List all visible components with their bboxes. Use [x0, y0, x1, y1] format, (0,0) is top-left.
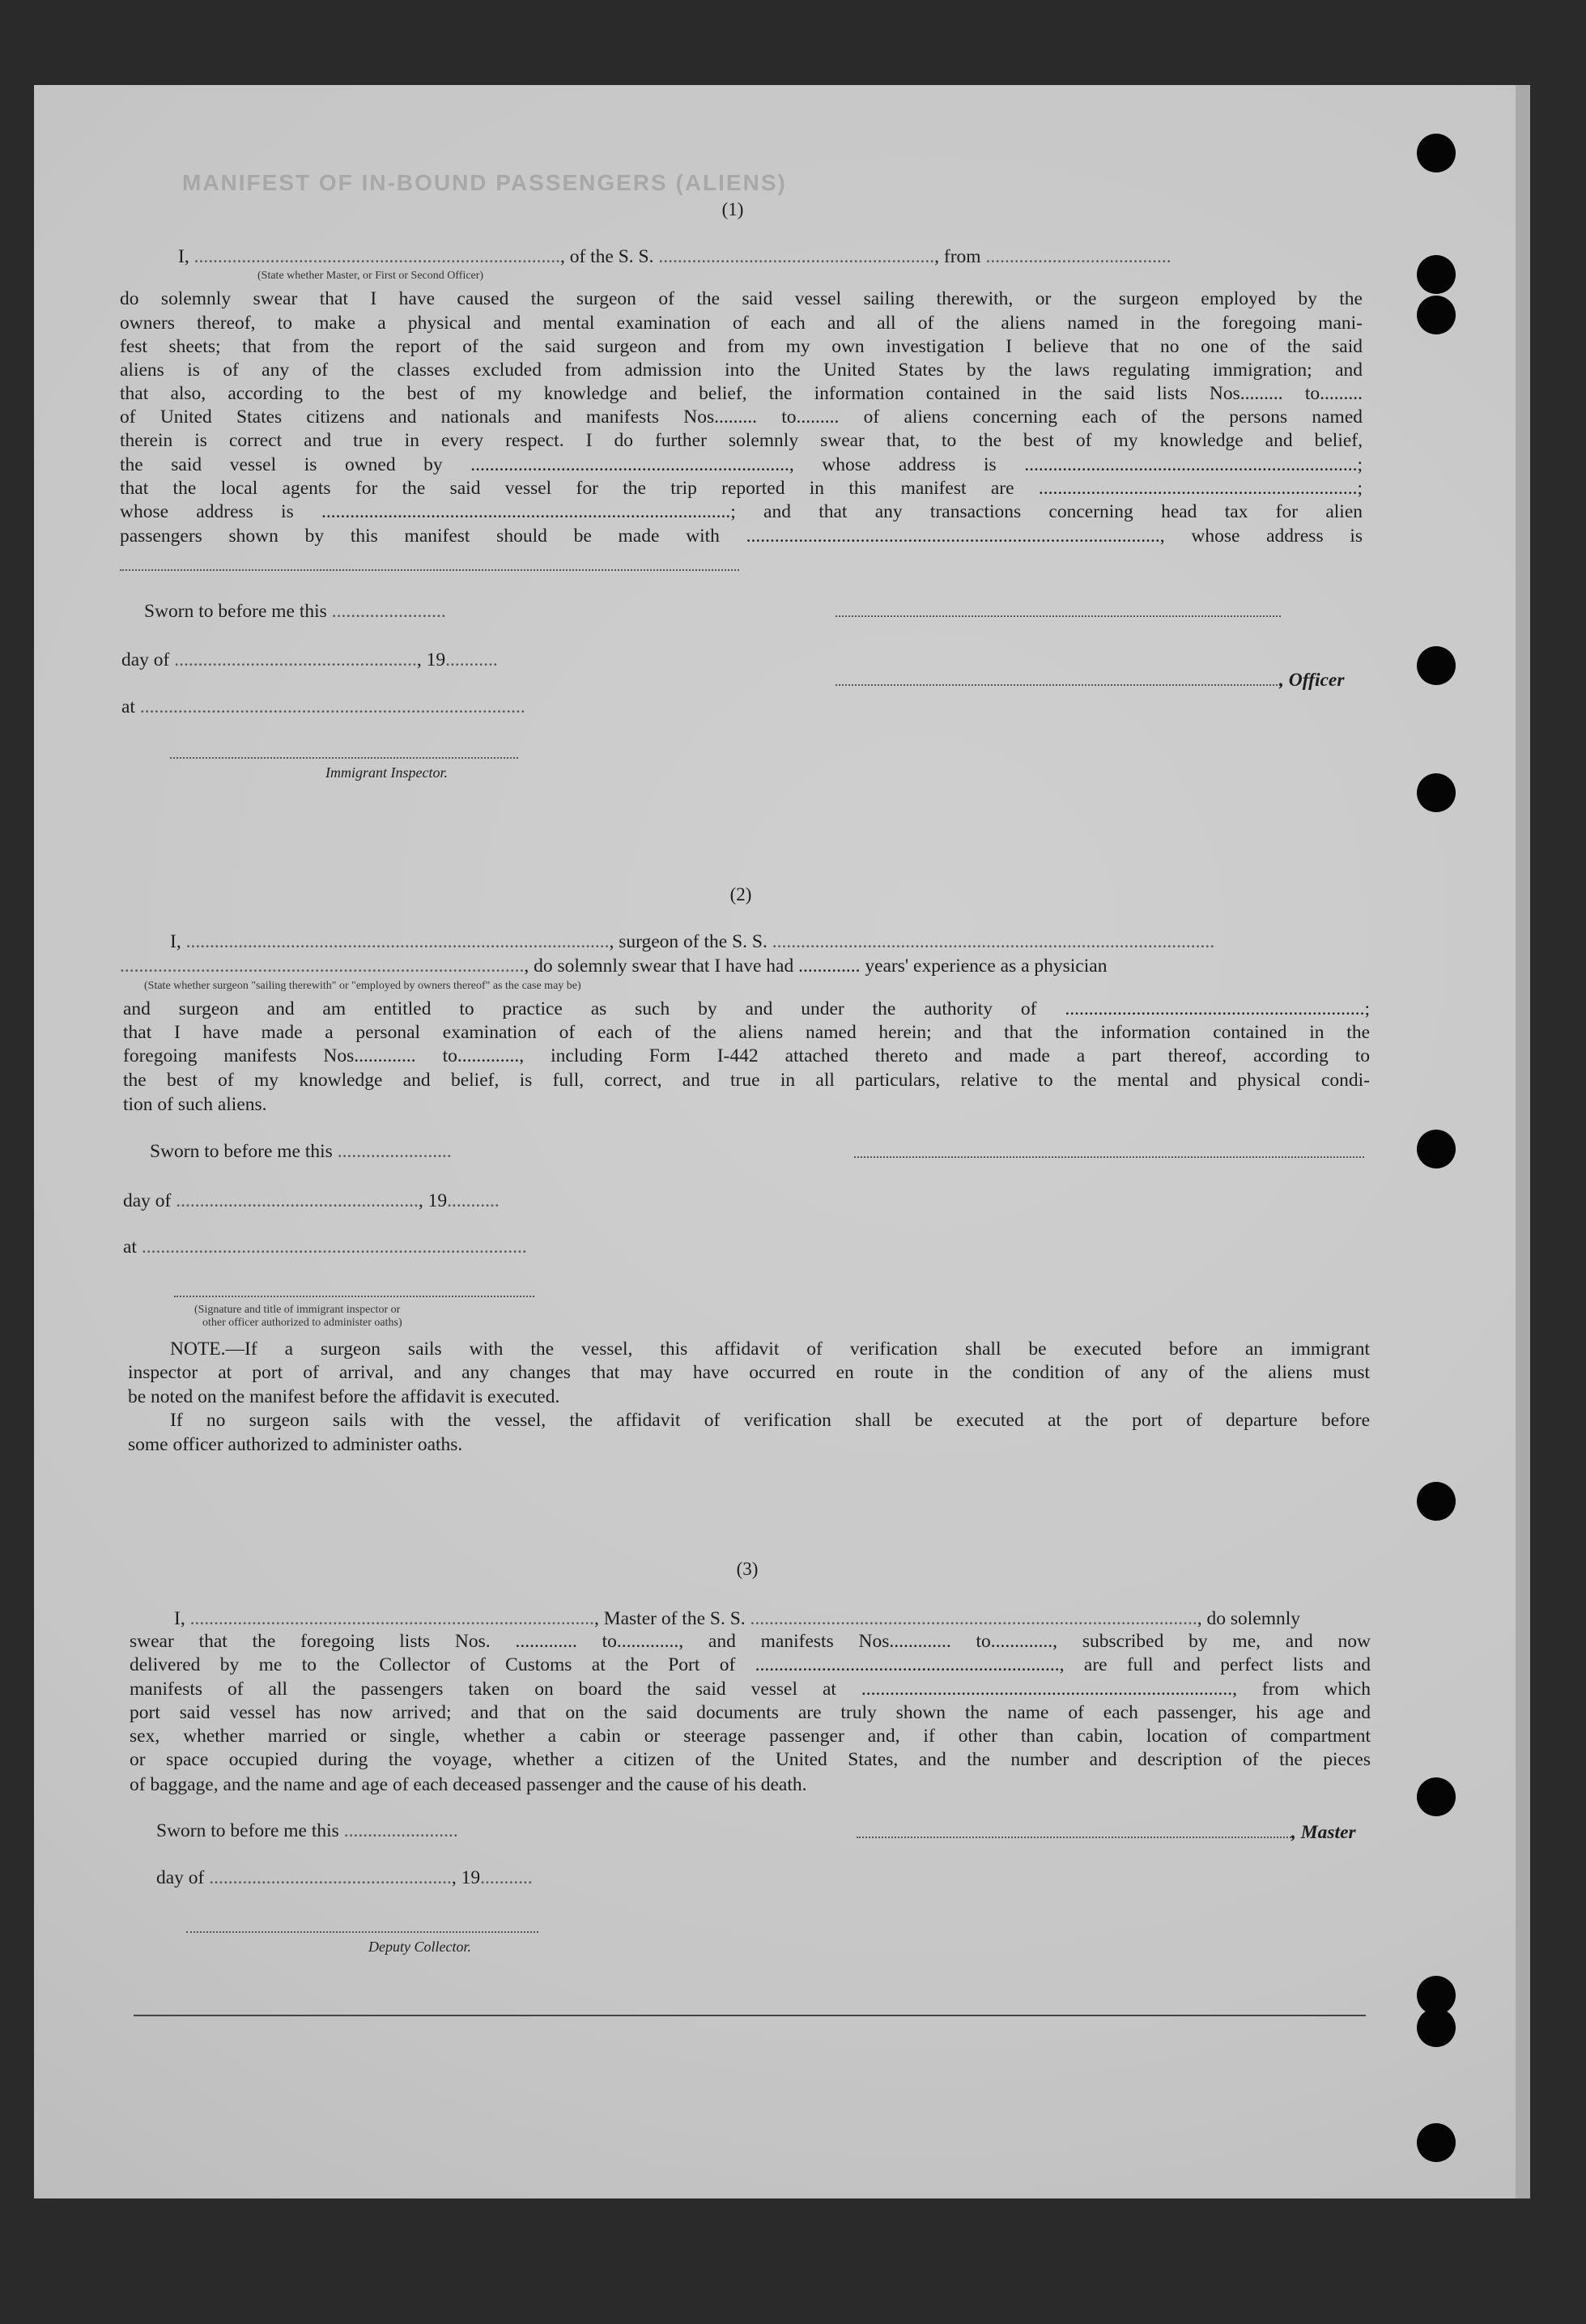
master-label: , Master	[1291, 1822, 1356, 1843]
inspector-signature-line	[170, 757, 518, 759]
oath-text: , do solemnly swear that I have had ............. years' experience as a physician	[524, 956, 1108, 977]
section-number: (3)	[736, 1559, 759, 1579]
oath-line: I, ........................................................................................., surgeon of the S. S. .............................................................................................	[170, 931, 1215, 952]
day-of-text: day of	[121, 649, 175, 670]
sworn-text: Sworn to before me this	[156, 1820, 344, 1841]
binder-hole	[1417, 646, 1456, 685]
caption-signature: other officer authorized to administer oaths)	[202, 1317, 402, 1329]
binder-hole	[1417, 773, 1456, 812]
oath-text: I,	[178, 246, 194, 267]
oath-line: passengers shown by this manifest should be made with ......................................................................................., whose address is	[120, 526, 1363, 547]
oath-line: sex, whether married or single, whether a cabin or steerage passenger and, if other than cabin, location of compartment	[130, 1726, 1371, 1747]
section-number: (1)	[721, 199, 744, 219]
sworn-text: Sworn to before me this	[144, 601, 332, 622]
oath-text: I,	[174, 1608, 190, 1629]
oath-line: ....................................................................................., do solemnly swear that I have had ............. years' experience as a physician	[120, 956, 1108, 977]
day-of-text: day of	[123, 1190, 176, 1211]
sworn-line: Sworn to before me this ........................	[144, 601, 446, 622]
oath-text: , of the S. S.	[559, 246, 659, 267]
oath-text: , Master of the S. S.	[593, 1608, 750, 1629]
oath-line: therein is correct and true in every respect. I do further solemnly swear that, to the best of my knowledge and belief,	[120, 430, 1363, 451]
oath-line: tion of such aliens.	[123, 1094, 267, 1115]
master-signature-line	[857, 1837, 1294, 1838]
binder-hole	[1417, 1777, 1456, 1816]
oath-line: or space occupied during the voyage, whether a citizen of the United States, and the number and description of the pieces	[130, 1749, 1371, 1770]
oath-text: , from	[934, 246, 986, 267]
officer-signature-line	[836, 684, 1281, 686]
blank-line	[120, 569, 739, 571]
year-text: , 19	[418, 1190, 448, 1211]
sworn-text: Sworn to before me this	[150, 1141, 338, 1162]
oath-line: and surgeon and am entitled to practice as such by and under the authority of ...............................................................;	[123, 998, 1370, 1019]
at-line: at .................................................................................	[123, 1236, 527, 1258]
binder-hole	[1417, 134, 1456, 172]
note-line: inspector at port of arrival, and any changes that may have occurred en route in the condition of any of the aliens must	[128, 1362, 1370, 1383]
binder-hole	[1417, 2008, 1456, 2047]
oath-text: I,	[170, 931, 186, 952]
oath-line: aliens is of any of the classes excluded from admission into the United States by the laws regulating immigration; and	[120, 360, 1363, 381]
oath-line: of United States citizens and nationals and manifests Nos......... to......... of aliens concerning each of the persons named	[120, 406, 1363, 428]
binder-hole	[1417, 1482, 1456, 1521]
note-line: If no surgeon sails with the vessel, the affidavit of verification shall be executed at the port of departure before	[170, 1410, 1370, 1431]
oath-line: owners thereof, to make a physical and mental examination of each and all of the aliens named in the foregoing mani-	[120, 313, 1363, 334]
binder-hole	[1417, 1130, 1456, 1168]
collector-signature-line	[186, 1931, 538, 1933]
oath-line: the said vessel is owned by ..................................................................., whose address is ......................................................................;	[120, 454, 1363, 475]
sworn-line: Sworn to before me this ........................	[156, 1820, 458, 1841]
binder-hole	[1417, 255, 1456, 294]
oath-line: of baggage, and the name and age of each deceased passenger and the cause of his death.	[130, 1774, 807, 1795]
oath-line: swear that the foregoing lists Nos. ............. to............., and manifests Nos............. to............., subscribed by me, and now	[130, 1631, 1371, 1652]
year-text: , 19	[451, 1867, 481, 1888]
at-line: at .................................................................................	[121, 696, 525, 717]
officer-label: , Officer	[1279, 670, 1345, 691]
oath-line: foregoing manifests Nos............. to............., including Form I-442 attached thereto and made a part thereof, according to	[123, 1045, 1370, 1066]
binder-hole	[1417, 296, 1456, 334]
oath-line: manifests of all the passengers taken on board the said vessel at .............................................................................., from which	[130, 1679, 1371, 1700]
day-of-line: day of ..................................................., 19...........	[156, 1867, 533, 1888]
oath-line: delivered by me to the Collector of Customs at the Port of ................................................................, are full and perfect lists and	[130, 1654, 1371, 1675]
signature-line	[174, 1296, 534, 1297]
at-text: at	[123, 1236, 142, 1258]
day-of-text: day of	[156, 1867, 210, 1888]
oath-line: fest sheets; that from the report of the said surgeon and from my own investigation I believe that no one of the said	[120, 336, 1363, 357]
inspector-label: Immigrant Inspector.	[325, 764, 448, 781]
oath-line: I, ............................................................................., of the S. S. .........................................................., from .......................................	[178, 246, 1171, 267]
page-edge	[1516, 85, 1530, 2198]
oath-line: whose address is ......................................................................................; and that any transactions concerning head tax for alien	[120, 501, 1363, 522]
oath-line: that the local agents for the said vessel for the trip reported in this manifest are ...................................................................;	[120, 478, 1363, 499]
day-of-line: day of ..................................................., 19...........	[121, 649, 498, 670]
officer-signature-line	[836, 615, 1281, 617]
section-number: (2)	[729, 884, 752, 904]
collector-label: Deputy Collector.	[368, 1939, 471, 1955]
oath-line: the best of my knowledge and belief, is full, correct, and true in all particulars, relative to the mental and physical condi-	[123, 1070, 1370, 1091]
caption-signature: (Signature and title of immigrant inspector or	[194, 1304, 401, 1316]
oath-text: , do solemnly	[1197, 1608, 1301, 1629]
oath-text: , surgeon of the S. S.	[609, 931, 772, 952]
oath-line: that also, according to the best of my knowledge and belief, the information contained in the said lists Nos......... to.........	[120, 383, 1363, 404]
oath-line: that I have made a personal examination of each of the aliens named herein; and that the information contained in the	[123, 1022, 1370, 1043]
faded-form-title: MANIFEST OF IN-BOUND PASSENGERS (ALIENS)	[182, 170, 787, 195]
caption-officer: (State whether Master, or First or Second Officer)	[257, 270, 484, 282]
day-of-line: day of ..................................................., 19...........	[123, 1190, 500, 1211]
note-line: be noted on the manifest before the affidavit is executed.	[128, 1386, 560, 1407]
oath-line: I, ....................................................................................., Master of the S. S. .............................................................................................., do solemnly	[174, 1608, 1301, 1629]
sworn-line: Sworn to before me this ........................	[150, 1141, 452, 1162]
caption-surgeon: (State whether surgeon "sailing therewith" or "employed by owners thereof" as the case may be)	[144, 980, 581, 992]
bottom-rule	[134, 2015, 1366, 2016]
signature-line	[854, 1156, 1364, 1158]
year-text: , 19	[416, 649, 446, 670]
at-text: at	[121, 696, 140, 717]
oath-line: do solemnly swear that I have caused the surgeon of the said vessel sailing therewith, or the surgeon employed by the	[120, 288, 1363, 309]
oath-line: port said vessel has now arrived; and that on the said documents are truly shown the name of each passenger, his age and	[130, 1702, 1371, 1723]
note-line: NOTE.—If a surgeon sails with the vessel, this affidavit of verification shall be executed before an immigrant	[170, 1339, 1370, 1360]
binder-hole	[1417, 2123, 1456, 2162]
note-line: some officer authorized to administer oaths.	[128, 1434, 463, 1455]
